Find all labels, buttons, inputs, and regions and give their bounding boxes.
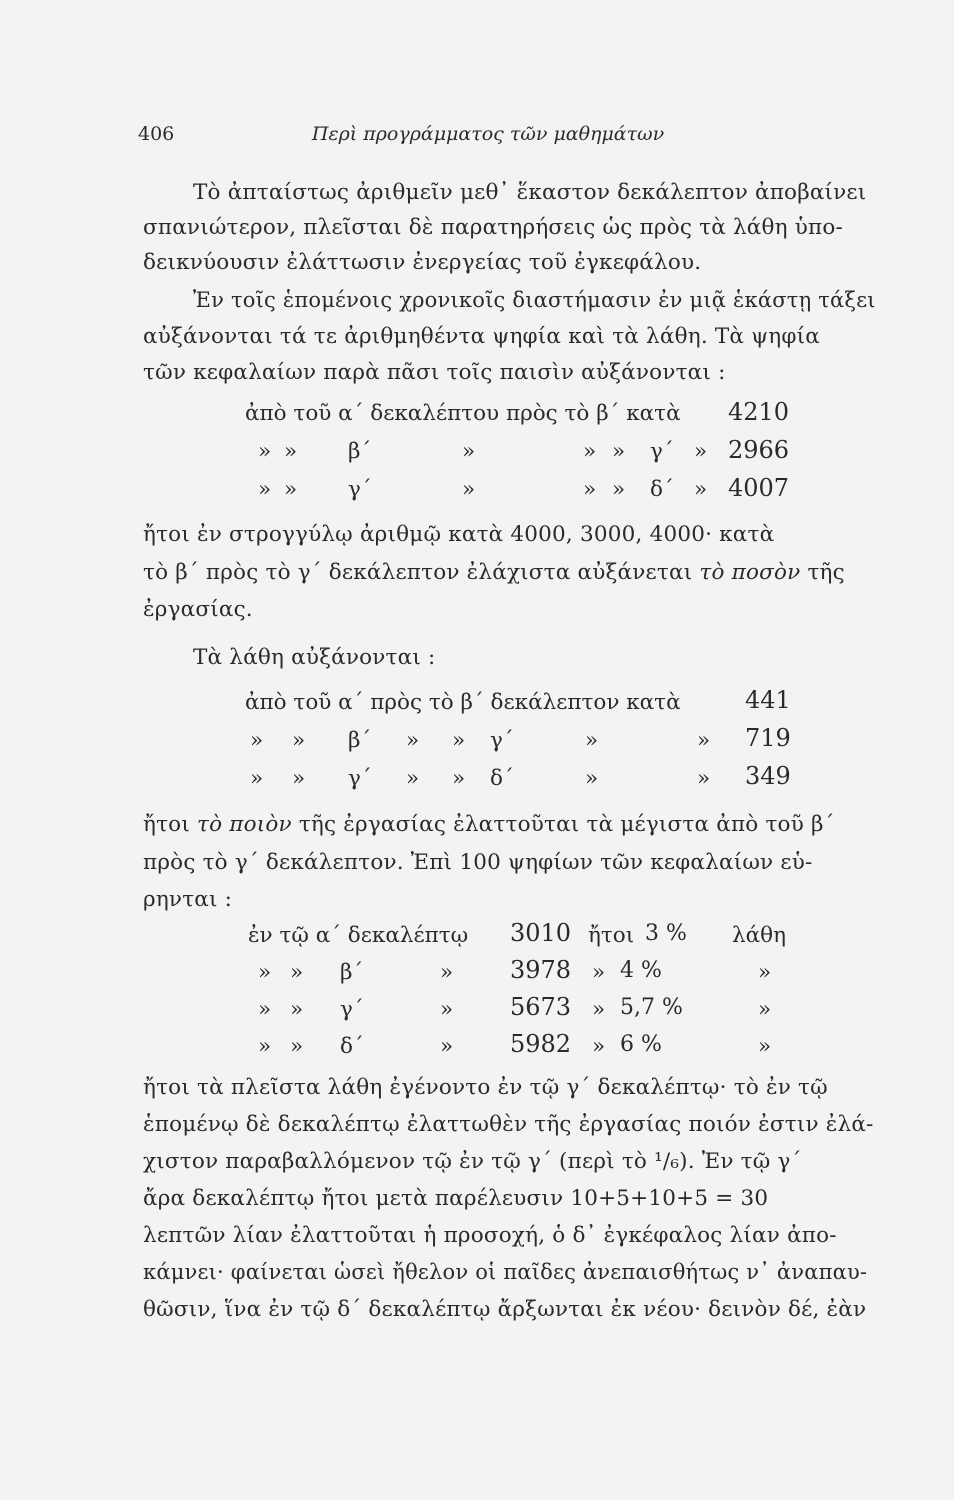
ditto-mark: » bbox=[406, 728, 420, 753]
ditto-mark: » bbox=[258, 960, 272, 985]
text-line: τῶν κεφαλαίων παρὰ πᾶσι τοῖς παισὶν αὐξάνονται : bbox=[143, 360, 726, 385]
table-cell: γ΄ bbox=[650, 439, 674, 464]
table-row-label: ἀπὸ τοῦ α΄ δεκαλέπτου πρὸς τὸ β΄ κατὰ bbox=[245, 401, 681, 426]
text-line: αὐξάνονται τά τε ἀριθμηθέντα ψηφία καὶ τὰ λάθη. Τὰ ψηφία bbox=[143, 324, 820, 349]
text-line: ἐργασίας. bbox=[143, 597, 253, 622]
text-line: χιστον παραβαλλόμενον τῷ ἐν τῷ γ΄ (περὶ τὸ ¹/₆). Ἐν τῷ γ΄ bbox=[143, 1149, 802, 1174]
table-value: 719 bbox=[745, 724, 791, 752]
ditto-mark: » bbox=[592, 1034, 606, 1059]
ditto-mark: » bbox=[462, 439, 476, 464]
table-cell: β΄ bbox=[348, 728, 372, 753]
ditto-mark: » bbox=[462, 477, 476, 502]
ditto-mark: » bbox=[290, 960, 304, 985]
ditto-mark: » bbox=[612, 477, 626, 502]
table-cell: δ΄ bbox=[650, 477, 674, 502]
text-line: θῶσιν, ἵνα ἐν τῷ δ΄ δεκαλέπτῳ ἄρξωνται ἐκ νέου· δεινὸν δέ, ἐὰν bbox=[143, 1297, 867, 1322]
table-value: 5982 bbox=[510, 1030, 572, 1058]
ditto-mark: » bbox=[290, 1034, 304, 1059]
table-row-label: ἀπὸ τοῦ α΄ πρὸς τὸ β΄ δεκάλεπτον κατὰ bbox=[245, 690, 681, 715]
table-cell: γ΄ bbox=[348, 766, 372, 791]
text-line: πρὸς τὸ γ΄ δεκάλεπτον. Ἐπὶ 100 ψηφίων τῶν κεφαλαίων εὑ- bbox=[143, 850, 813, 875]
text-line bbox=[143, 560, 845, 585]
text-line: σπανιώτερον, πλεῖσται δὲ παρατηρήσεις ὡς πρὸς τὰ λάθη ὑπο- bbox=[143, 215, 843, 240]
table-cell: γ΄ bbox=[340, 997, 364, 1022]
text-line: ἤτοι ἐν στρογγύλῳ ἀριθμῷ κατὰ 4000, 3000, 4000· κατὰ bbox=[143, 522, 775, 547]
page-header bbox=[138, 123, 838, 153]
table-cell: ἤτοι bbox=[588, 923, 635, 948]
ditto-mark: » bbox=[758, 960, 772, 985]
text-line: ἄρα δεκαλέπτῳ ἤτοι μετὰ παρέλευσιν 10+5+10+5 = 30 bbox=[143, 1186, 769, 1211]
text-line: Τὸ ἀπταίστως ἀριθμεῖν μεθ᾽ ἕκαστον δεκάλεπτον ἀποβαίνει bbox=[193, 180, 867, 205]
italic-emphasis: τὸ ποιὸν bbox=[196, 812, 292, 837]
ditto-mark: » bbox=[440, 1034, 454, 1059]
ditto-mark: » bbox=[440, 960, 454, 985]
text-line bbox=[143, 812, 835, 837]
ditto-mark: » bbox=[292, 728, 306, 753]
table-value: 3010 bbox=[510, 919, 572, 947]
ditto-mark: » bbox=[284, 477, 298, 502]
ditto-mark: » bbox=[585, 766, 599, 791]
percent-value: 4 % bbox=[620, 958, 662, 983]
ditto-mark: » bbox=[592, 960, 606, 985]
ditto-mark: » bbox=[592, 997, 606, 1022]
table-value: 441 bbox=[745, 686, 791, 714]
text-span: τῆς bbox=[800, 560, 845, 585]
text-span: ἤτοι bbox=[143, 812, 197, 837]
ditto-mark: » bbox=[694, 439, 708, 464]
text-line: ἑπομένῳ δὲ δεκαλέπτῳ ἐλαττωθὲν τῆς ἐργασίας ποιόν ἐστιν ἐλά- bbox=[143, 1112, 874, 1137]
ditto-mark: » bbox=[694, 477, 708, 502]
table-cell: δ΄ bbox=[340, 1034, 364, 1059]
ditto-mark: » bbox=[758, 1034, 772, 1059]
ditto-mark: » bbox=[258, 477, 272, 502]
table-value: 3978 bbox=[510, 956, 572, 984]
ditto-mark: » bbox=[758, 997, 772, 1022]
text-line: Τὰ λάθη αὐξάνονται : bbox=[193, 645, 436, 670]
table-cell: β΄ bbox=[348, 439, 372, 464]
page-number: 406 bbox=[138, 123, 175, 145]
ditto-mark: » bbox=[452, 728, 466, 753]
ditto-mark: » bbox=[258, 439, 272, 464]
ditto-mark: » bbox=[250, 728, 264, 753]
ditto-mark: » bbox=[292, 766, 306, 791]
ditto-mark: » bbox=[250, 766, 264, 791]
table-cell: γ΄ bbox=[348, 477, 372, 502]
text-line: ἤτοι τὰ πλεῖστα λάθη ἐγένοντο ἐν τῷ γ΄ δεκαλέπτῳ· τὸ ἐν τῷ bbox=[143, 1075, 828, 1100]
percent-value: 6 % bbox=[620, 1032, 662, 1057]
table-cell: γ΄ bbox=[490, 728, 514, 753]
text-line: Ἐν τοῖς ἑπομένοις χρονικοῖς διαστήμασιν ἐν μιᾷ ἑκάστῃ τάξει bbox=[193, 288, 876, 312]
ditto-mark: » bbox=[583, 439, 597, 464]
text-line: λεπτῶν λίαν ἐλαττοῦται ἡ προσοχή, ὁ δ᾽ ἐγκέφαλος λίαν ἀπο- bbox=[143, 1223, 837, 1248]
table-value: 4007 bbox=[728, 474, 790, 502]
percent-value: 5,7 % bbox=[620, 995, 683, 1020]
ditto-mark: » bbox=[284, 439, 298, 464]
text-span: τῆς ἐργασίας ἐλαττοῦται τὰ μέγιστα ἀπὸ τοῦ β΄ bbox=[291, 812, 835, 837]
percent-value: 3 % bbox=[645, 921, 687, 946]
ditto-mark: » bbox=[258, 997, 272, 1022]
table-value: 349 bbox=[745, 762, 791, 790]
ditto-mark: » bbox=[697, 728, 711, 753]
ditto-mark: » bbox=[258, 1034, 272, 1059]
table-value: 5673 bbox=[510, 993, 572, 1021]
table-cell: δ΄ bbox=[490, 766, 514, 791]
ditto-mark: » bbox=[697, 766, 711, 791]
ditto-mark: » bbox=[452, 766, 466, 791]
ditto-mark: » bbox=[440, 997, 454, 1022]
text-line: ρηνται : bbox=[143, 887, 233, 912]
ditto-mark: » bbox=[406, 766, 420, 791]
ditto-mark: » bbox=[585, 728, 599, 753]
italic-emphasis: τὸ ποσὸν bbox=[699, 560, 801, 585]
table-value: 4210 bbox=[728, 398, 790, 426]
text-line: δεικνύουσιν ἐλάττωσιν ἐνεργείας τοῦ ἐγκεφάλου. bbox=[143, 250, 702, 275]
running-title: Περὶ προγράμματος τῶν μαθημάτων bbox=[311, 123, 665, 145]
table-cell: λάθη bbox=[732, 923, 786, 948]
table-row-label: ἐν τῷ α΄ δεκαλέπτῳ bbox=[248, 923, 469, 948]
ditto-mark: » bbox=[290, 997, 304, 1022]
table-cell: β΄ bbox=[340, 960, 364, 985]
ditto-mark: » bbox=[612, 439, 626, 464]
text-span: τὸ β΄ πρὸς τὸ γ΄ δεκάλεπτον ἐλάχιστα αὐξάνεται bbox=[143, 560, 700, 585]
table-value: 2966 bbox=[728, 436, 790, 464]
text-line: κάμνει· φαίνεται ὡσεὶ ἤθελον οἱ παῖδες ἀνεπαισθήτως ν᾽ ἀναπαυ- bbox=[143, 1260, 868, 1284]
ditto-mark: » bbox=[583, 477, 597, 502]
